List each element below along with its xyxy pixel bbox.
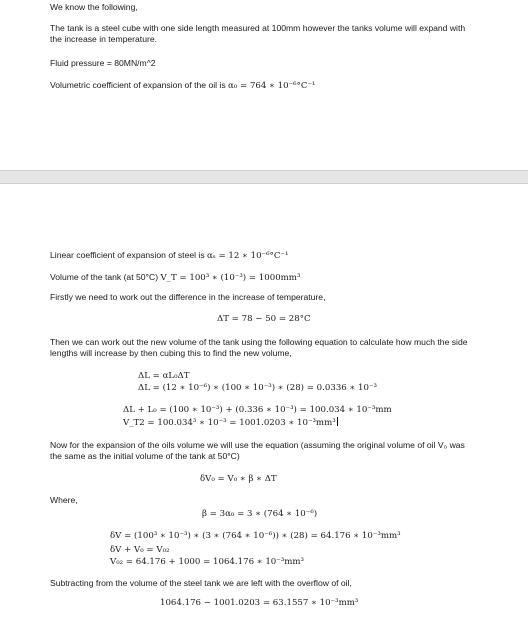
fluid-pressure-text: Fluid pressure = 80MN/m^2 [50, 58, 156, 68]
delta-l-calculation: ΔL = (12 ∗ 10⁻⁶) ∗ (100 ∗ 10⁻³) ∗ (28) = 0.0336 ∗ 10⁻³ [138, 383, 377, 393]
document-page-1 [0, 0, 528, 170]
oil-coefficient-equation: α₀ = 764 ∗ 10⁻⁶°C⁻¹ [228, 81, 316, 91]
volume-sum-equation: δV + V₀ = V₀₂ [110, 545, 170, 555]
oil-final-volume-equation: V₀₂ = 64.176 + 1000 = 1064.176 ∗ 10⁻³mm³ [110, 557, 304, 567]
where-text: Where, [50, 495, 78, 505]
text-cursor [337, 417, 338, 426]
now-text: Now for the expansion of the oils volume we will use the equation (assuming the original volume of oil V₀ was the same as the initial volume of the tank at 50°C) [50, 440, 465, 461]
new-tank-volume-text: V_T2 = 100.034³ ∗ 10⁻³ = 1001.0203 ∗ 10⁻³mm³ [123, 418, 336, 428]
intro-text: We know the following, [50, 2, 138, 12]
delta-v-calculation: δV = (100³ ∗ 10⁻³) ∗ (3 ∗ (764 ∗ 10⁻⁶)) ∗ (28) = 64.176 ∗ 10⁻³mm³ [110, 531, 401, 541]
tank-volume-line [50, 272, 300, 284]
delta-t-equation: ΔT = 78 − 50 = 28°C [217, 314, 311, 324]
new-length-equation: ΔL + L₀ = (100 ∗ 10⁻³) + (0.336 ∗ 10⁻³) = 100.034 ∗ 10⁻³mm [123, 405, 392, 415]
subtracting-text: Subtracting from the volume of the steel tank we are left with the overflow of oil, [50, 578, 352, 588]
oil-expansion-formula: δV₀ = V₀ ∗ β ∗ ΔT [200, 474, 277, 484]
tank-volume-equation: V_T = 100³ ∗ (10⁻³) = 1000mm³ [160, 273, 301, 283]
oil-coefficient-line [50, 80, 315, 92]
beta-equation: β = 3α₀ = 3 ∗ (764 ∗ 10⁻⁶) [202, 509, 318, 519]
then-text: Then we can work out the new volume of the tank using the following equation to calculate how much the side lengths will increase by then cubing this to find the new volume, [50, 337, 468, 358]
tank-volume-label: Volume of the tank (at 50°C) [50, 272, 161, 282]
firstly-text: Firstly we need to work out the difference in the increase of temperature, [50, 292, 326, 302]
oil-coefficient-label: Volumetric coefficient of expansion of the oil is [50, 80, 229, 90]
delta-l-formula: ΔL = αL₀ΔT [138, 371, 190, 381]
page-break-divider [0, 170, 528, 184]
document-page-2 [0, 184, 528, 620]
tank-description: The tank is a steel cube with one side length measured at 100mm however the tanks volume will expand with the increase in temperature. [50, 23, 466, 44]
steel-coefficient-line [50, 250, 288, 262]
new-tank-volume-equation [123, 417, 338, 429]
overflow-result-equation: 1064.176 − 1001.0203 = 63.1557 ∗ 10⁻³mm³ [160, 598, 359, 608]
steel-coefficient-equation: αₛ = 12 ∗ 10⁻⁶°C⁻¹ [207, 251, 289, 261]
steel-coefficient-label: Linear coefficient of expansion of steel is [50, 250, 208, 260]
